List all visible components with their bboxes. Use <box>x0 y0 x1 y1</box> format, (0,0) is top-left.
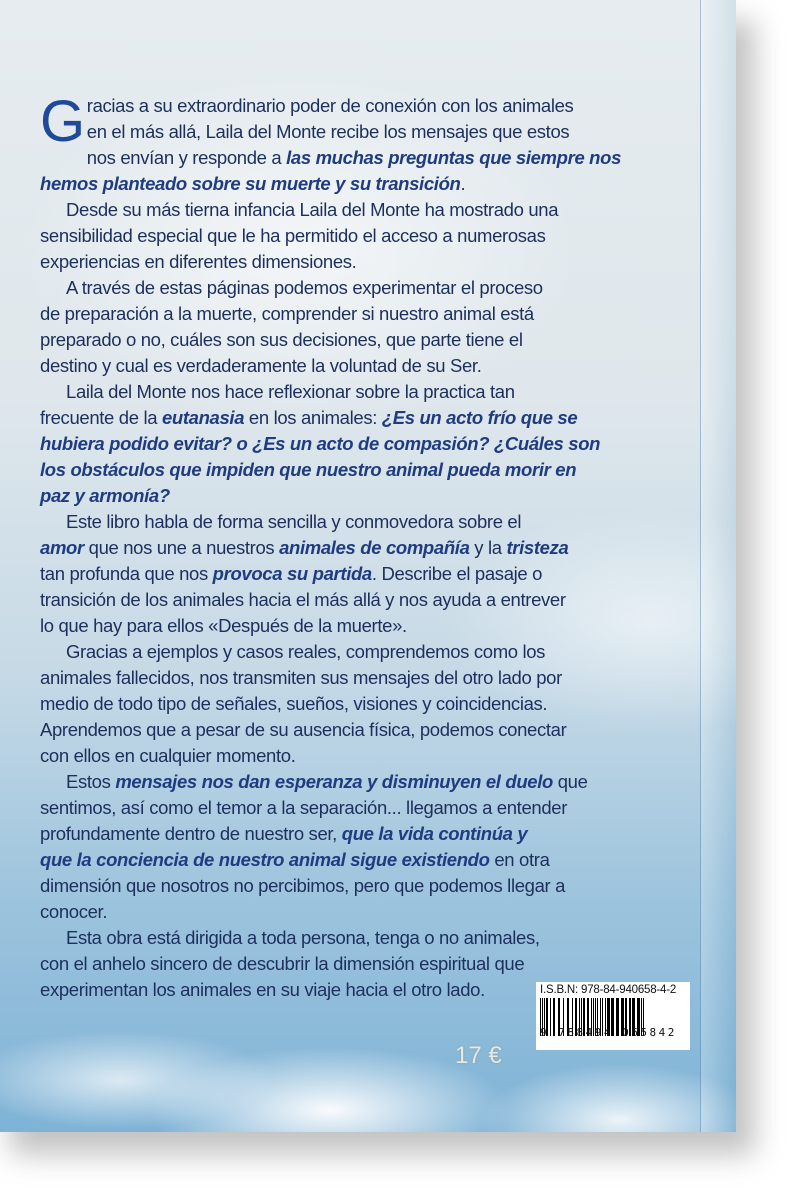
isbn-label: I.S.B.N: 978-84-940658-4-2 <box>540 984 677 996</box>
text-segment: experimentan los animales en su viaje hacia el otro lado. <box>40 979 485 1000</box>
text-segment: sentimos, así como el temor a la separación... llegamos a entender <box>40 797 568 818</box>
text-segment: experiencias en diferentes dimensiones. <box>40 251 357 272</box>
text-line <box>40 899 720 925</box>
text-line <box>40 353 720 379</box>
text-segment: Gracias a ejemplos y casos reales, comprendemos como los <box>66 641 546 662</box>
paragraph <box>40 197 720 275</box>
emphasized-text: que la conciencia de nuestro animal sigue existiendo <box>40 849 490 870</box>
text-line <box>40 691 720 717</box>
text-line <box>40 457 720 483</box>
text-line <box>40 509 720 535</box>
text-segment: y la <box>469 537 507 558</box>
text-segment: racias a su extraordinario poder de conexión con los animales <box>86 95 574 116</box>
text-segment: . <box>460 173 466 194</box>
text-segment: Este libro habla de forma sencilla y conmovedora sobre el <box>66 511 522 532</box>
emphasized-text: paz y armonía? <box>40 485 170 506</box>
synopsis-text <box>40 89 720 1003</box>
text-segment: tan profunda que nos <box>40 563 213 584</box>
emphasized-text: las muchas preguntas que siempre nos <box>286 147 622 168</box>
barcode-digits: 9 788494 065842 <box>540 1026 677 1039</box>
emphasized-text: animales de compañía <box>279 537 470 558</box>
text-segment: en los animales: <box>244 407 382 428</box>
text-segment: Laila del Monte nos hace reflexionar sobre la practica tan <box>66 381 515 402</box>
emphasized-text: mensajes nos dan esperanza y disminuyen el duelo <box>115 771 553 792</box>
text-segment: de preparación a la muerte, comprender si nuestro animal está <box>40 303 534 324</box>
text-segment: que nos une a nuestros <box>83 537 280 558</box>
text-segment: Aprendemos que a pesar de su ausencia física, podemos conectar <box>40 719 567 740</box>
text-line <box>40 197 720 223</box>
text-line <box>40 275 720 301</box>
text-line <box>40 327 720 353</box>
paragraph <box>40 379 720 509</box>
text-line <box>40 145 720 171</box>
paragraph <box>40 89 720 197</box>
text-line <box>40 769 720 795</box>
text-line <box>40 249 720 275</box>
text-line <box>40 821 720 847</box>
text-line <box>40 171 720 197</box>
emphasized-text: hubiera podido evitar? o ¿Es un acto de compasión? ¿Cuáles son <box>40 433 601 454</box>
emphasized-text: eutanasia <box>161 407 245 428</box>
text-segment: con el anhelo sincero de descubrir la dimensión espiritual que <box>40 953 525 974</box>
text-line <box>40 379 720 405</box>
text-line <box>40 405 720 431</box>
text-line <box>40 301 720 327</box>
price: 17 € <box>455 1042 502 1069</box>
text-segment: transición de los animales hacia el más allá y nos ayuda a entrever <box>40 589 566 610</box>
text-segment: Esta obra está dirigida a toda persona, tenga o no animales, <box>66 927 540 948</box>
text-segment: A través de estas páginas podemos experimentar el proceso <box>66 277 543 298</box>
paragraph <box>40 639 720 769</box>
text-line <box>40 613 720 639</box>
text-line <box>40 561 720 587</box>
text-line <box>40 223 720 249</box>
emphasized-text: tristeza <box>506 537 569 558</box>
text-segment: lo que hay para ellos «Después de la muerte». <box>40 615 407 636</box>
text-line <box>40 535 720 561</box>
text-line <box>40 873 720 899</box>
paragraph <box>40 769 720 925</box>
emphasized-text: que la vida continúa y <box>341 823 528 844</box>
text-segment: preparado o no, cuáles son sus decisiones, que parte tiene el <box>40 329 523 350</box>
emphasized-text: provoca su partida <box>212 563 372 584</box>
text-line <box>40 847 720 873</box>
text-line <box>40 951 720 977</box>
text-line <box>40 665 720 691</box>
drop-cap: G <box>40 89 85 154</box>
text-segment: en otra <box>489 849 550 870</box>
paragraph <box>40 509 720 639</box>
isbn-barcode-box <box>536 982 690 1050</box>
text-line <box>40 743 720 769</box>
text-segment: sensibilidad especial que le ha permitido el acceso a numerosas <box>40 225 546 246</box>
text-segment: profundamente dentro de nuestro ser, <box>40 823 342 844</box>
text-segment: nos envían y responde a <box>86 147 287 168</box>
text-line <box>40 93 720 119</box>
text-segment: animales fallecidos, nos transmiten sus mensajes del otro lado por <box>40 667 562 688</box>
text-line <box>40 483 720 509</box>
paragraph <box>40 275 720 379</box>
emphasized-text: hemos planteado sobre su muerte y su transición <box>40 173 461 194</box>
text-segment: en el más allá, Laila del Monte recibe los mensajes que estos <box>86 121 570 142</box>
emphasized-text: amor <box>40 537 84 558</box>
text-segment: Desde su más tierna infancia Laila del Monte ha mostrado una <box>66 199 559 220</box>
text-line <box>40 431 720 457</box>
emphasized-text: ¿Es un acto frío que se <box>381 407 578 428</box>
text-line <box>40 795 720 821</box>
text-line <box>40 119 720 145</box>
text-line <box>40 925 720 951</box>
text-line <box>40 587 720 613</box>
text-segment: que <box>552 771 588 792</box>
emphasized-text: los obstáculos que impiden que nuestro animal pueda morir en <box>40 459 577 480</box>
text-segment: destino y cual es verdaderamente la voluntad de su Ser. <box>40 355 482 376</box>
text-segment: medio de todo tipo de señales, sueños, visiones y coincidencias. <box>40 693 548 714</box>
text-segment: Estos <box>66 771 116 792</box>
text-segment: frecuente de la <box>40 407 162 428</box>
text-segment: dimensión que nosotros no percibimos, pero que podemos llegar a <box>40 875 566 896</box>
text-line <box>40 717 720 743</box>
text-segment: conocer. <box>40 901 108 922</box>
text-segment: . Describe el pasaje o <box>371 563 543 584</box>
text-line <box>40 639 720 665</box>
text-segment: con ellos en cualquier momento. <box>40 745 296 766</box>
